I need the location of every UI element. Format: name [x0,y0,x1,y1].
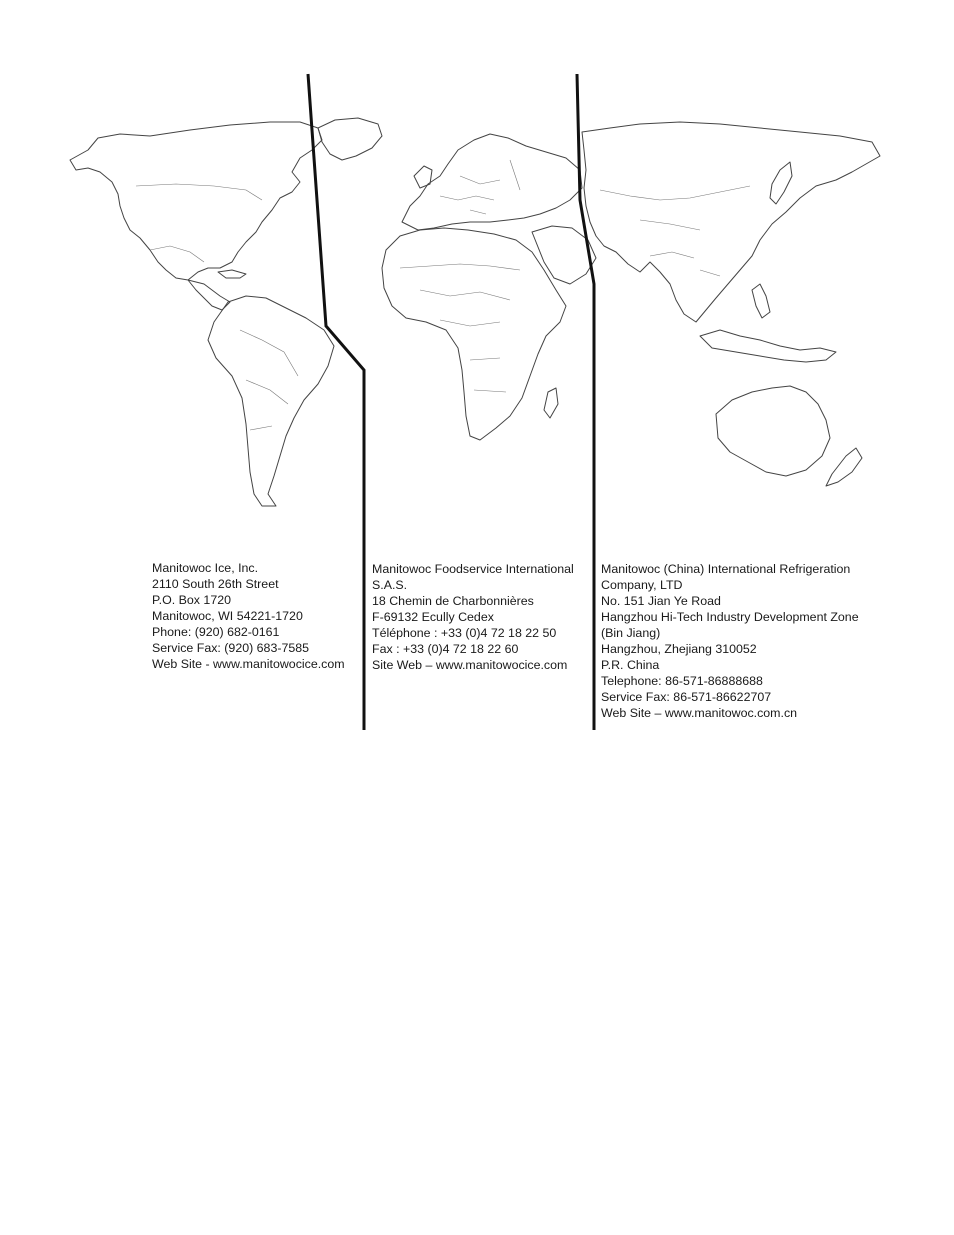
address-line: Manitowoc Foodservice International [372,562,574,576]
south-america-outline [208,296,334,506]
caribbean-outline [218,270,246,278]
address-line: (Bin Jiang) [601,626,661,640]
asia-outline [582,122,880,322]
africa-borders [400,264,520,392]
southeast-asia-islands-outline [700,330,836,362]
address-line: Hangzhou Hi-Tech Industry Development Zone [601,610,859,624]
philippines-outline [752,284,770,318]
japan-outline [770,162,792,204]
address-line: S.A.S. [372,578,408,592]
address-line: Hangzhou, Zhejiang 310052 [601,642,757,656]
address-line: P.R. China [601,658,660,672]
new-zealand-outline [826,448,862,486]
europe-outline [402,134,582,230]
address-line: Manitowoc Ice, Inc. [152,561,259,575]
address-line: Service Fax: 86-571-86622707 [601,690,772,704]
australia-outline [716,386,830,476]
address-line: No. 151 Jian Ye Road [601,594,721,608]
us-canada-border [136,184,262,200]
greenland-outline [318,118,382,160]
address-line: Web Site – www.manitowoc.com.cn [601,706,798,720]
south-america-borders [240,330,298,430]
central-america-outline [188,280,230,310]
address-line: Téléphone : +33 (0)4 72 18 22 50 [372,626,557,640]
address-line: Telephone: 86-571-86888688 [601,674,763,688]
address-line: Service Fax: (920) 683-7585 [152,641,310,655]
address-line: F-69132 Ecully Cedex [372,610,494,624]
asia-borders [600,186,750,276]
address-line: Company, LTD [601,578,683,592]
office-address-china [601,561,859,721]
address-line: Fax : +33 (0)4 72 18 22 60 [372,642,519,656]
address-line: Web Site - www.manitowocice.com [152,657,345,671]
office-address-france [372,561,574,673]
madagascar-outline [544,388,558,418]
address-line: 2110 South 26th Street [152,577,279,591]
uk-outline [414,166,432,188]
africa-outline [382,228,566,440]
address-line: Manitowoc, WI 54221-1720 [152,609,303,623]
europe-borders [440,160,520,214]
address-line: Manitowoc (China) International Refrigeration [601,562,851,576]
address-line: Phone: (920) 682-0161 [152,625,280,639]
address-line: 18 Chemin de Charbonnières [372,594,534,608]
address-line: P.O. Box 1720 [152,593,231,607]
office-address-usa [152,560,345,672]
address-line: Site Web – www.manitowocice.com [372,658,568,672]
us-mexico-border [150,246,204,262]
